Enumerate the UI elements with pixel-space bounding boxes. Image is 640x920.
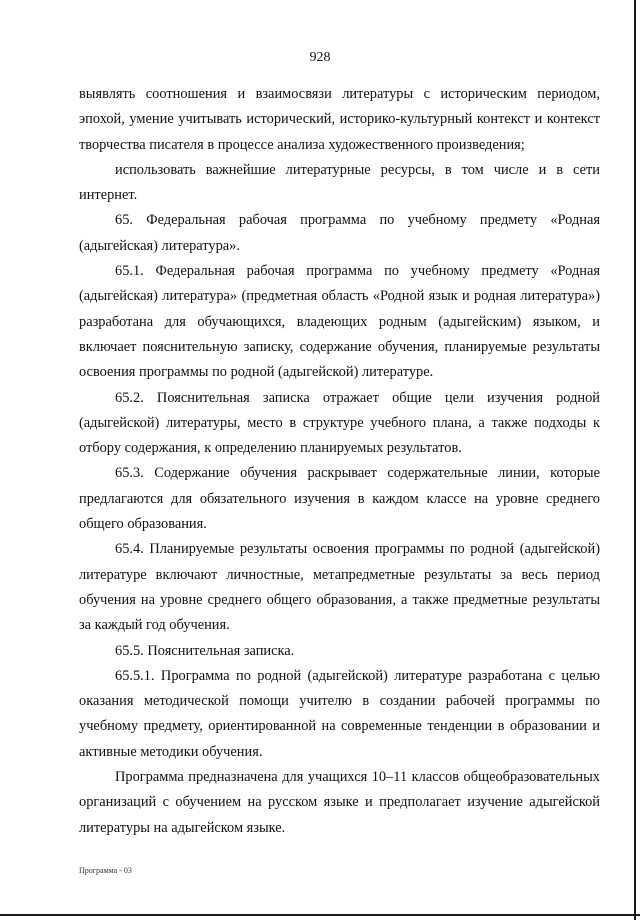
paragraph: использовать важнейшие литературные ресурсы, в том числе и в сети интернет. [79,161,600,204]
paragraph-65-1: 65.1. Федеральная рабочая программа по учебному предмету «Родная (адыгейская) литература» (предметная область «Родной язык и родная литература») разработана для обучающихся, владеющих родным (адыгейским) языком, и включает пояснительную записку, содержание обучения, планируемые результаты освоения программы по родной (адыгейской) литературе. [79,263,600,381]
document-body [79,82,600,841]
page-footer: Программа - 03 [79,866,132,875]
paragraph-65-4: 65.4. Планируемые результаты освоения программы по родной (адыгейской) литературе включают личностные, метапредметные результаты за весь период обучения на уровне среднего общего образования, а также предметные результаты за каждый год обучения. [79,541,600,634]
paragraph-65-2: 65.2. Пояснительная записка отражает общие цели изучения родной (адыгейской) литературы, место в структуре учебного плана, а также подходы к отбору содержания, к определению планируемых результатов. [79,389,600,457]
page-number: 928 [309,50,331,65]
paragraph-65-5-1: 65.5.1. Программа по родной (адыгейской) литературе разработана с целью оказания методической помощи учителю в создании рабочей программы по учебному предмету, ориентированной на современные тенденции в образовании и активные методики обучения. [79,667,600,760]
paragraph-65-5: 65.5. Пояснительная записка. [115,642,295,659]
paragraph-continuation: выявлять соотношения и взаимосвязи литературы с историческим периодом, эпохой, умение учитывать исторический, историко-культурный контекст и контекст творчества писателя в процессе анализа художественного произведения; [79,86,600,153]
scan-edge-right [634,0,636,920]
section-heading-65: 65. Федеральная рабочая программа по учебному предмету «Родная (адыгейская) литература». [79,212,600,254]
scan-edge-bottom [0,914,640,916]
paragraph: Программа предназначена для учащихся 10–11 классов общеобразовательных организаций с обучением на русском языке и предполагает изучение адыгейской литературы на адыгейском языке. [79,769,600,836]
paragraph-65-3: 65.3. Содержание обучения раскрывает содержательные линии, которые предлагаются для обязательного изучения в каждом классе на уровне среднего общего образования. [79,465,600,533]
